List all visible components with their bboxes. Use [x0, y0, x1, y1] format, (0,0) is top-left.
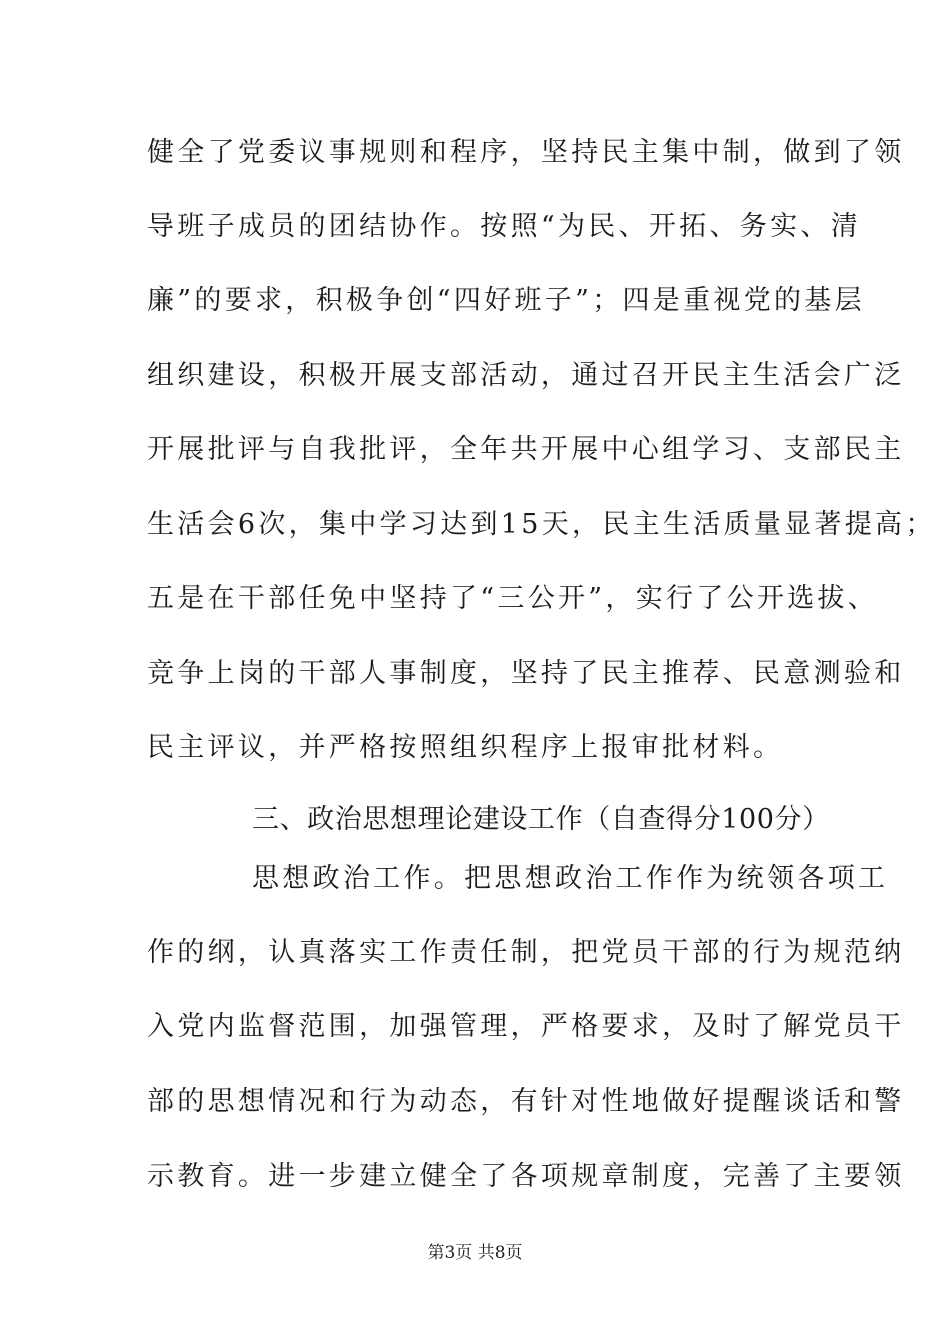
section-heading: 三、政治思想理论建设工作（自查得分100分）: [252, 804, 830, 835]
body-text-line: 生活会6次，集中学习达到15天，民主生活质量显著提高；: [147, 509, 936, 540]
body-text-line: 五是在干部任免中坚持了“三公开”，实行了公开选拔、: [147, 583, 879, 614]
page-number-footer: 第3页 共8页: [427, 1243, 523, 1263]
body-text-line: 开展批评与自我批评，全年共开展中心组学习、支部民主: [147, 434, 905, 465]
body-text-line: 入党内监督范围，加强管理，严格要求，及时了解党员干: [147, 1011, 905, 1042]
body-text-line: 组织建设，积极开展支部活动，通过召开民主生活会广泛: [147, 360, 905, 391]
body-text-line: 作的纲，认真落实工作责任制，把党员干部的行为规范纳: [147, 937, 905, 968]
body-text-line: 竞争上岗的干部人事制度，坚持了民主推荐、民意测验和: [147, 658, 905, 689]
body-text-line: 廉”的要求，积极争创“四好班子”；四是重视党的基层: [147, 285, 865, 316]
body-text-line: 部的思想情况和行为动态，有针对性地做好提醒谈话和警: [147, 1086, 905, 1117]
body-text-line: 思想政治工作。把思想政治工作作为统领各项工: [252, 863, 889, 894]
body-text-line: 民主评议，并严格按照组织程序上报审批材料。: [147, 732, 784, 763]
body-text-line: 导班子成员的团结协作。按照“为民、开拓、务实、清: [147, 211, 862, 242]
body-text-line: 健全了党委议事规则和程序，坚持民主集中制，做到了领: [147, 137, 905, 168]
body-text-line: 示教育。进一步建立健全了各项规章制度，完善了主要领: [147, 1161, 905, 1192]
